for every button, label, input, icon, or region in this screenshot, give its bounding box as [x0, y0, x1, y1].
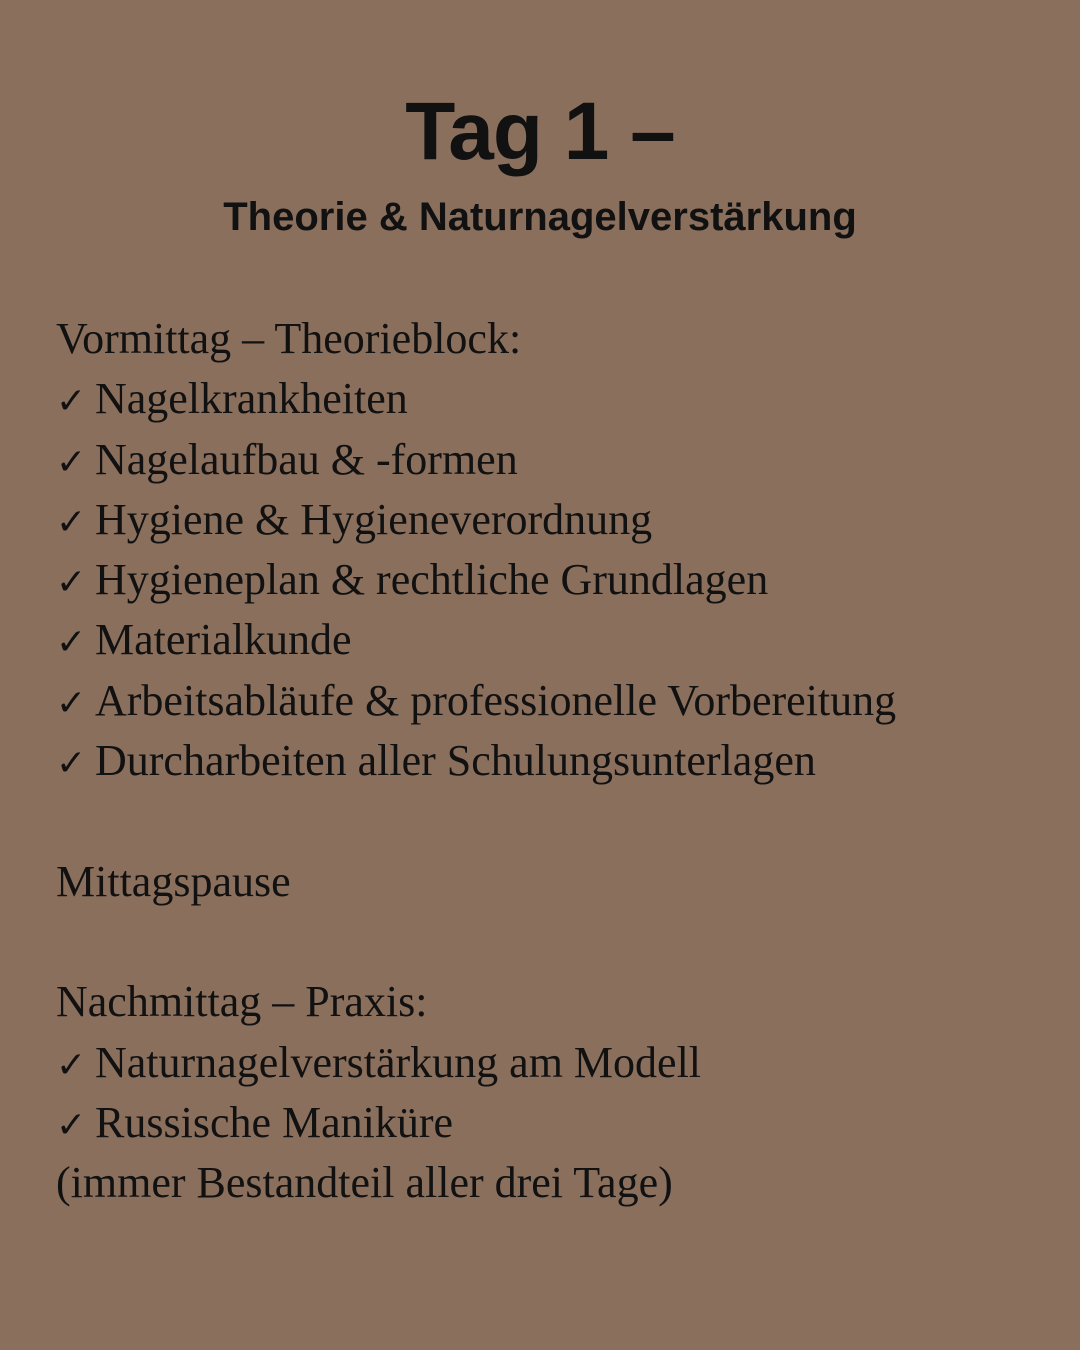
morning-item-label: Materialkunde	[95, 615, 352, 665]
morning-item-label: Hygiene & Hygieneverordnung	[95, 494, 653, 544]
spacer	[56, 791, 1056, 851]
morning-heading: Vormittag – Theorieblock:	[56, 314, 522, 363]
afternoon-note: (immer Bestandteil aller drei Tage)	[56, 1158, 673, 1208]
afternoon-item	[56, 1033, 1056, 1093]
check-icon: ✓	[56, 682, 87, 724]
schedule-content	[56, 309, 1056, 1213]
check-icon: ✓	[56, 441, 87, 483]
morning-item	[56, 369, 1056, 429]
morning-item-label: Arbeitsabläufe & professionelle Vorbereitung	[95, 675, 897, 725]
lunch-break: Mittagspause	[56, 856, 291, 906]
check-icon: ✓	[56, 622, 87, 664]
morning-item	[56, 731, 1056, 791]
afternoon-item-label: Russische Maniküre	[95, 1097, 454, 1147]
morning-item	[56, 610, 1056, 670]
afternoon-item-label: Naturnagelverstärkung am Modell	[95, 1037, 702, 1087]
afternoon-item	[56, 1093, 1056, 1153]
morning-item-label: Durcharbeiten aller Schulungsunterlagen	[95, 736, 816, 786]
morning-item	[56, 430, 1056, 490]
morning-item-label: Nagelaufbau & -formen	[95, 434, 518, 484]
morning-item	[56, 671, 1056, 731]
page-subtitle: Theorie & Naturnagelverstärkung	[223, 195, 857, 239]
morning-item	[56, 550, 1056, 610]
check-icon: ✓	[56, 562, 87, 604]
check-icon: ✓	[56, 381, 87, 423]
check-icon: ✓	[56, 1044, 87, 1086]
morning-item-label: Hygieneplan & rechtliche Grundlagen	[95, 555, 769, 605]
check-icon: ✓	[56, 743, 87, 785]
morning-item	[56, 490, 1056, 550]
morning-item-label: Nagelkrankheiten	[95, 374, 408, 424]
check-icon: ✓	[56, 1104, 87, 1146]
check-icon: ✓	[56, 501, 87, 543]
page-title: Tag 1 –	[405, 86, 675, 177]
afternoon-heading: Nachmittag – Praxis:	[56, 977, 428, 1027]
spacer	[56, 912, 1056, 972]
